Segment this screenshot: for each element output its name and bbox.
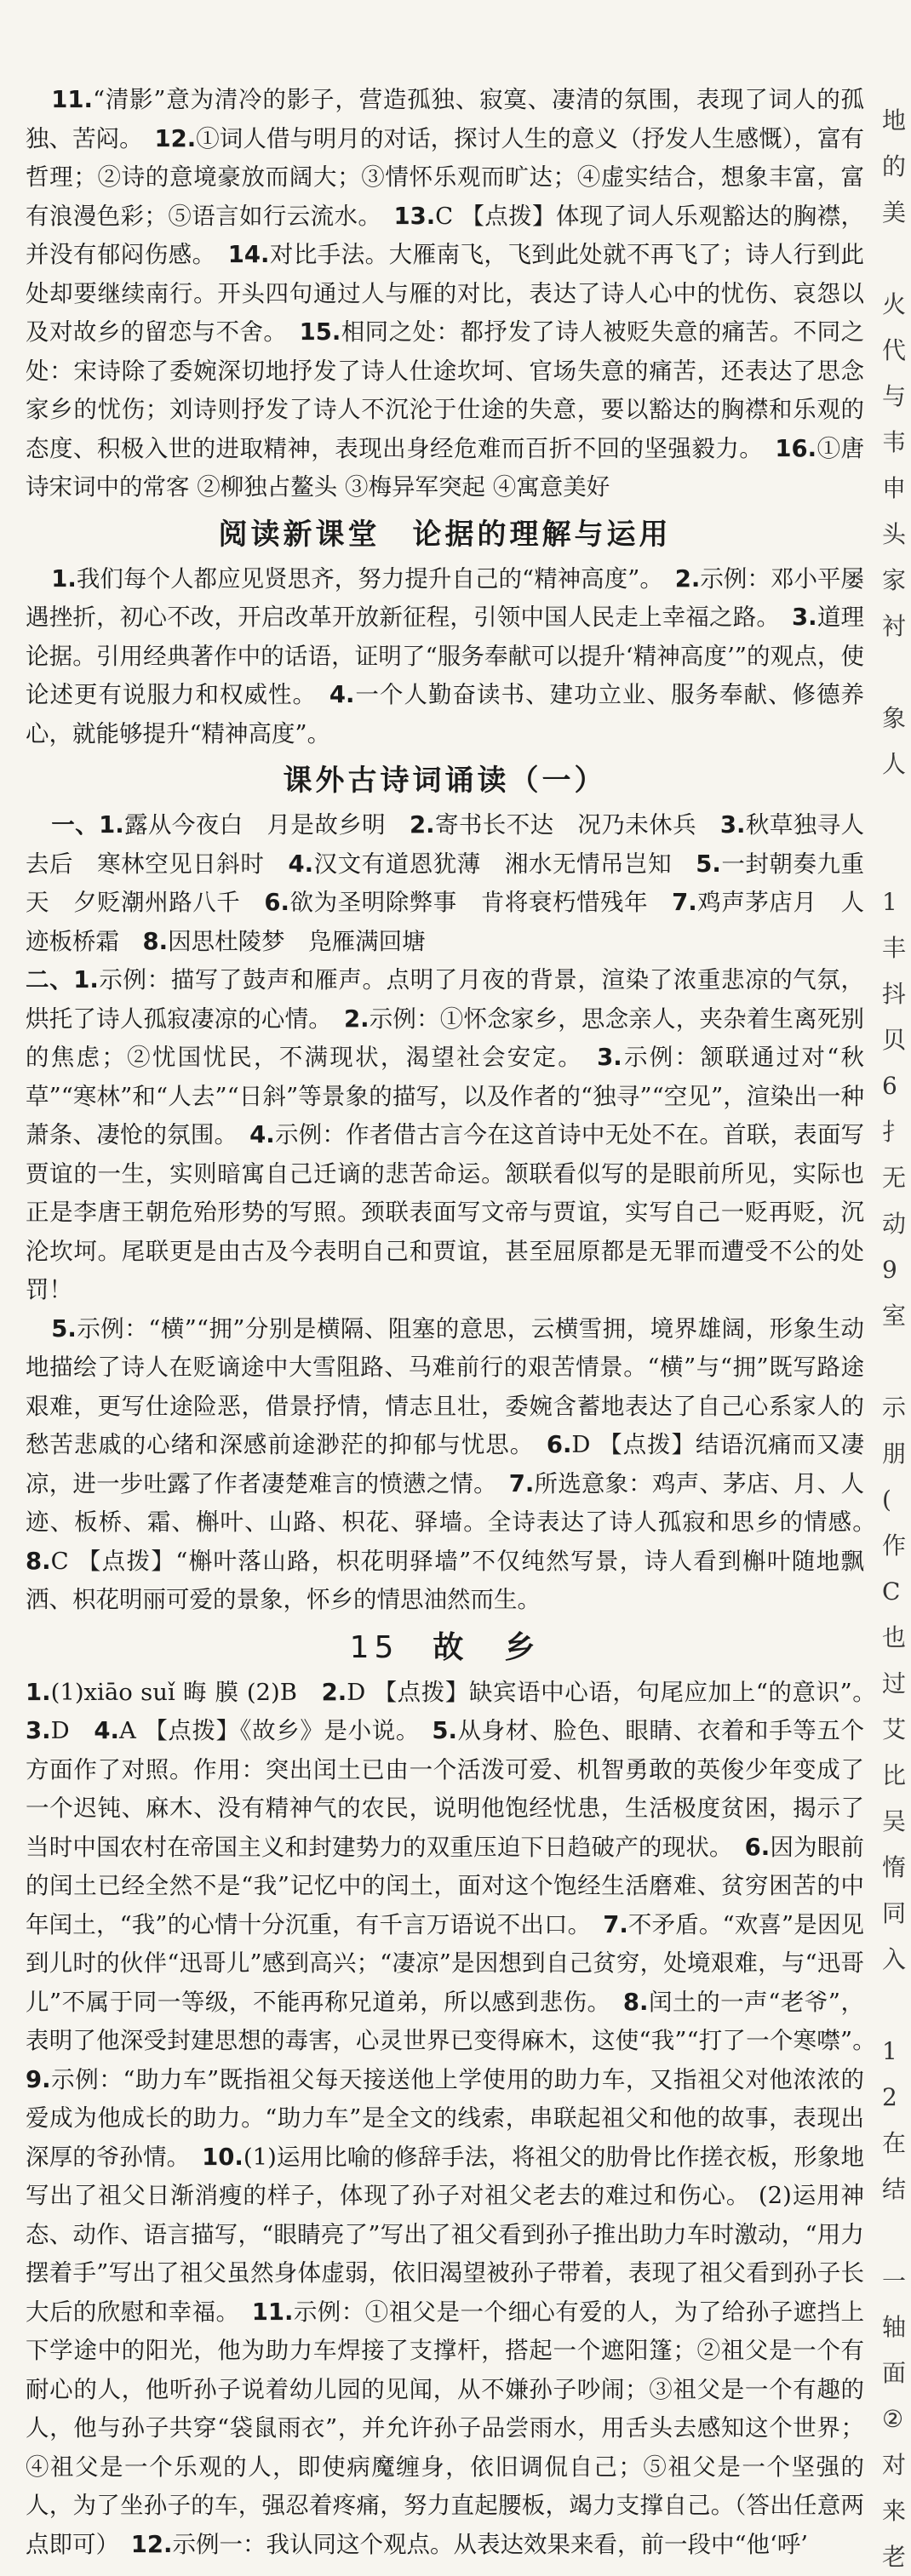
answer-number: 7.: [508, 1469, 535, 1497]
edge-glyph: 头: [882, 520, 907, 548]
answer-text: 示例：“横”“拥”分别是横隔、阻塞的意思，云横雪拥，境界雄阔，形象生动地描绘了诗人在贬谪途中大雪阻路、马难前行的艰苦情景。“横”与“拥”既写路途艰难，更写仕途险恶，借景抒情，情志且壮，委婉含蓄地表达了自己心系家人的愁苦悲戚的心绪和深感前途渺茫的抑郁与忧思。: [26, 1314, 864, 1458]
answer-text: 秋草独寻人去后 寒林空见日斜时: [26, 811, 865, 878]
edge-glyph: 在: [882, 2129, 907, 2157]
answer-text: (1)运用比喻的修辞手法，将祖父的肋骨比作搓衣板，形象地写出了祖父日渐消瘦的样子，体现了孙子对祖父老去的难过和伤心。 (2)运用神态、动作、语言描写，“眼睛亮了”写出了祖父看到孙子推出助力车时激动，“用力摆着手”写出了祖父虽然身体虚弱，依旧渴望被孙子带着，表现了祖父看到孙子长大后的欣慰和幸福。: [26, 2143, 865, 2326]
edge-glyph: [882, 2217, 911, 2254]
answer-text: 示例：邓小平屡遇挫折，初心不改，开启改革开放新征程，引领中国人民走上幸福之路。: [26, 564, 865, 631]
answer-number: 1.: [26, 1678, 51, 1706]
answer-number: 5.: [696, 850, 721, 878]
edge-glyph: 老: [882, 2543, 907, 2571]
section-title-extra-poems: 课外古诗词诵读（一）: [283, 764, 607, 798]
answer-number: 2.: [321, 1678, 347, 1706]
edge-glyph: 来: [882, 2497, 907, 2525]
edge-glyph: 家: [882, 566, 907, 594]
edge-glyph: 面: [882, 2359, 907, 2387]
edge-glyph: [882, 792, 911, 829]
edge-glyph: 扌: [882, 1118, 907, 1146]
answer-number: 2.: [343, 1005, 370, 1033]
edge-glyph: 2: [882, 2083, 897, 2111]
edge-glyph: ②: [882, 2405, 904, 2433]
answer-text: 示例：作者借古言今在这首诗中无处不在。首联，表面写贾谊的一生，实则暗寓自己迁谪的悲苦命运。颔联看似写的是眼前所见，实际也正是李唐王朝危殆形势的写照。颈联表面写文帝与贾谊，实写自己一贬再贬，沉沦坎坷。尾联更是由古及今表明自己和贾谊，甚至屈原都是无罪而遭受不公的处罚！: [26, 1121, 865, 1303]
answer-number: 14.: [227, 241, 270, 268]
answer-number: 1.: [51, 564, 77, 592]
edge-glyph: 韦: [882, 428, 907, 456]
edge-glyph: 地: [882, 106, 907, 135]
edge-glyph: [882, 838, 911, 875]
edge-glyph: 动: [882, 1210, 907, 1238]
answer-number: 8.: [26, 1547, 51, 1575]
answer-text: 示例：“助力车”既指祖父每天接送他上学使用的助力车，又指祖父对他浓浓的爱成为他成长的助力。“助力车”是全文的线索，串联起祖父和他的故事，表现出深厚的爷孙情。: [26, 2065, 864, 2171]
answer-text: 闰土的一声“老爷”，表明了他深受封建思想的毒害，心灵世界已变得麻木，这使“我”“打了一个寒噤”。: [26, 1988, 864, 2054]
answer-number: 11.: [251, 2298, 294, 2326]
edge-glyph: C: [882, 1577, 901, 1606]
edge-glyph: [882, 1343, 911, 1381]
edge-glyph: 同: [882, 1899, 907, 1927]
adjacent-page-edge: [882, 102, 911, 2576]
lesson-name: 故 乡: [433, 1629, 541, 1665]
answer-text: 示例：①祖父是一个细心有爱的人，为了给孙子遮挡上下学途中的阳光，他为助力车焊接了支撑杆，搭起一个遮阳篷；②祖父是一个有耐心的人，他听孙子说着幼儿园的见闻，从不嫌孙子吵闹；③祖父是一个有趣的人，他与孙子共穿“袋鼠雨衣”，并允许孙子品尝雨水，用舌头去感知这个世界；④祖父是一个乐观的人，即使病魔缠身，依旧调侃自己；⑤祖父是一个坚强的人，为了坐孙子的车，强忍着疼痛，努力直起腰板，竭力支撑自己。（答出任意两点即可）: [26, 2298, 865, 2558]
answer-number: 16.: [775, 434, 817, 462]
edge-glyph: 贝: [882, 1026, 907, 1054]
edge-glyph: 结: [882, 2175, 907, 2203]
answer-text: D 【点拨】结语沉痛而又凄凉，进一步吐露了作者凄楚难言的愤懑之情。: [26, 1431, 864, 1497]
answer-text: “清影”意为清冷的影子，营造孤独、寂寞、凄清的氛围，表现了词人的孤独、苦闷。: [26, 86, 864, 152]
answer-text: C 【点拨】体现了词人乐观豁达的胸襟，并没有郁闷伤感。: [26, 202, 865, 268]
edge-glyph: 与: [882, 382, 907, 410]
answer-number: 2.: [409, 811, 435, 839]
argument-evidence-answers: [26, 560, 864, 754]
edge-glyph: 入: [882, 1945, 907, 1973]
edge-glyph: 丰: [882, 934, 907, 962]
edge-glyph: 1: [882, 888, 897, 916]
answer-number: 6.: [264, 889, 289, 916]
lesson-number: 15: [349, 1629, 399, 1665]
lesson14-answers-tail: [26, 81, 864, 507]
answer-number: 10.: [202, 2143, 244, 2171]
answer-number: 12.: [154, 124, 197, 152]
edge-glyph: 惰: [882, 1853, 907, 1881]
answer-text: ①词人借与明月的对话，探讨人生的意义（抒发人生感慨），富有哲理；②诗的意境豪放而阔大；③情怀乐观而旷达；④虚实结合，想象丰富，富有浪漫色彩；⑤语言如行云流水。: [26, 124, 865, 230]
answer-text: 因为眼前的闰土已经全然不是“我”记忆中的闰土，面对这个饱经生活磨难、贫穷困苦的中年闰土，“我”的心情十分沉重，有千言万语说不出口。: [26, 1833, 865, 1938]
answer-column: [26, 81, 864, 2564]
edge-glyph: [882, 240, 911, 278]
answer-text: 相同之处：都抒发了诗人被贬失意的痛苦。不同之处：宋诗除了委婉深切地抒发了诗人仕途坎坷、官场失意的痛苦，还表达了思念家乡的忧伤；刘诗则抒发了诗人不沉沦于仕途的失意，要以豁达的胸襟和乐观的态度、积极入世的进取精神，表现出身经危难而百折不回的坚强毅力。: [26, 318, 865, 462]
edge-glyph: 艾: [882, 1715, 907, 1743]
lesson15-answers: [26, 1674, 864, 2565]
answer-number: 二、1.: [26, 966, 99, 993]
poem-appreciation-answers-cont: [26, 1310, 864, 1620]
answer-number: 4.: [94, 1717, 119, 1744]
answer-number: 6.: [744, 1833, 771, 1861]
answer-number: 11.: [51, 86, 93, 113]
answer-text: C 【点拨】“槲叶落山路，枳花明驿墙”不仅纯然写景，诗人看到槲叶随地飘洒、枳花明丽可爱的景象，怀乡的情思油然而生。: [26, 1547, 864, 1613]
answer-number: 9.: [26, 2065, 51, 2093]
edge-glyph: 9: [882, 1256, 897, 1284]
edge-glyph: 作: [882, 1531, 907, 1560]
answer-number: 4.: [288, 850, 314, 878]
answer-text: 寄书长不达 况乃未休兵: [434, 811, 696, 839]
answer-number: 8.: [622, 1988, 649, 2016]
answer-text: 不矛盾。“欢喜”是因见到儿时的伙伴“迅哥儿”感到高兴；“凄凉”是因想到自己贫穷，处境艰难，与“迅哥儿”不属于同一等级，不能再称兄道弟，所以感到悲伤。: [26, 1910, 865, 2016]
answer-number: 3.: [597, 1044, 622, 1071]
answer-text: 汉文有道恩犹薄 湘水无情吊岂知: [313, 850, 673, 878]
answer-number: 4.: [249, 1121, 275, 1148]
answer-number: 2.: [674, 564, 701, 592]
edge-glyph: 轴: [882, 2313, 907, 2341]
answer-number: 5.: [51, 1314, 77, 1342]
answer-number: 15.: [299, 318, 341, 346]
section-title-reading-class: 阅读新课堂 论据的理解与运用: [218, 517, 672, 552]
answer-text: (1)xiāo suǐ 晦 膜 (2)B: [50, 1678, 297, 1706]
lesson-title: [26, 1625, 864, 1670]
answer-text: ①唐诗宋词中的常客 ②柳独占鳌头 ③梅异军突起 ④寓意美好: [26, 434, 865, 501]
edge-glyph: 申: [882, 474, 907, 502]
poem-recitation-answers-part1: [26, 806, 864, 961]
answer-number: 3.: [719, 811, 746, 839]
answer-text: 道理论据。引用经典著作中的话语，证明了“服务奉献可以提升‘精神高度’”的观点，使论述更有说服力和权威性。: [26, 604, 865, 708]
answer-text: 露从今夜白 月是故乡明: [123, 811, 387, 839]
edge-glyph: (: [882, 1485, 891, 1514]
edge-glyph: 美: [882, 198, 907, 226]
answer-text: 因思杜陵梦 凫雁满回塘: [168, 927, 426, 955]
edge-glyph: 也: [882, 1623, 907, 1652]
edge-glyph: [882, 1987, 911, 2024]
answer-text: D: [50, 1717, 70, 1744]
edge-glyph: 人: [882, 750, 907, 778]
answer-text: 一个人勤奋读书、建功立业、服务奉献、修德养心，就能够提升“精神高度”。: [26, 681, 865, 747]
edge-glyph: 一: [882, 2267, 907, 2295]
edge-glyph: 朋: [882, 1440, 907, 1468]
edge-glyph: 无: [882, 1164, 907, 1192]
answer-text: 示例：①怀念家乡，思念亲人，夹杂着生离死别的焦虑；②忧国忧民，不满现状，渴望社会安定。: [26, 1005, 865, 1071]
edge-glyph: 室: [882, 1302, 907, 1330]
answer-number: 一、1.: [51, 811, 124, 839]
answer-number: 4.: [329, 681, 355, 708]
answer-text: A 【点拨】《故乡》是小说。: [119, 1717, 409, 1744]
answer-number: 5.: [432, 1717, 457, 1744]
edge-glyph: 过: [882, 1669, 907, 1697]
answer-text: 所选意象：鸡声、茅店、月、人迹、板桥、霜、槲叶、山路、枳花、驿墙。全诗表达了诗人孤寂和思乡的情感。: [26, 1469, 865, 1536]
answer-number: 12.: [130, 2530, 173, 2558]
edge-glyph: 比: [882, 1761, 907, 1789]
answer-text: 示例：描写了鼓声和雁声。点明了月夜的背景，渲染了浓重悲凉的气氛，烘托了诗人孤寂凄凉的心情。: [26, 966, 864, 1033]
answer-text: 从身材、脸色、眼睛、衣着和手等五个方面作了对照。作用：突出闰土已由一个活泼可爱、机智勇敢的英俊少年变成了一个迟钝、麻木、没有精神气的农民，说明他饱经忧患，生活极度贫困，揭示了当时中国农村在帝国主义和封建势力的双重压迫下日趋破产的现状。: [26, 1717, 865, 1861]
edge-glyph: 火: [882, 290, 907, 318]
edge-glyph: 抖: [882, 980, 907, 1008]
answer-number: 6.: [546, 1431, 572, 1458]
answer-number: 13.: [393, 202, 436, 230]
edge-glyph: 示: [882, 1394, 907, 1422]
edge-glyph: 衬: [882, 612, 907, 640]
answer-text: 鸡声茅店月 人迹板桥霜: [26, 889, 865, 955]
edge-glyph: [882, 654, 911, 691]
answer-number: 3.: [26, 1717, 51, 1744]
edge-glyph: 的: [882, 152, 907, 180]
answer-text: 一封朝奏九重天 夕贬潮州路八千: [26, 850, 865, 916]
edge-glyph: 象: [882, 704, 907, 732]
answer-text: 我们每个人都应见贤思齐，努力提升自己的“精神高度”。: [76, 564, 652, 592]
edge-glyph: 对: [882, 2451, 907, 2479]
answer-text: D 【点拨】缺宾语中心语，句尾应加上“的意识”。: [347, 1678, 865, 1706]
edge-glyph: 代: [882, 336, 907, 364]
answer-number: 8.: [142, 927, 169, 955]
poem-appreciation-answers: [26, 961, 864, 1310]
answer-text: 示例一：我认同这个观点。从表达效果来看，前一段中“他‘呼’: [172, 2530, 809, 2558]
answer-number: 7.: [672, 889, 697, 916]
answer-text: 示例：颔联通过对“秋草”“寒林”和“人去”“日斜”等景象的描写，以及作者的“独寻”“空见”，渲染出一种萧条、凄怆的氛围。: [26, 1044, 865, 1148]
edge-glyph: 吴: [882, 1807, 907, 1835]
answer-text: 对比手法。大雁南飞，飞到此处就不再飞了；诗人行到此处却要继续南行。开头四句通过人与雁的对比，表达了诗人心中的忧伤、哀怨以及对故乡的留恋与不舍。: [26, 241, 865, 346]
answer-number: 3.: [792, 604, 817, 631]
answer-text: 欲为圣明除弊事 肯将衰朽惜残年: [289, 889, 649, 916]
edge-glyph: 1: [882, 2037, 897, 2065]
edge-glyph: 6: [882, 1072, 897, 1100]
answer-number: 7.: [603, 1910, 628, 1938]
